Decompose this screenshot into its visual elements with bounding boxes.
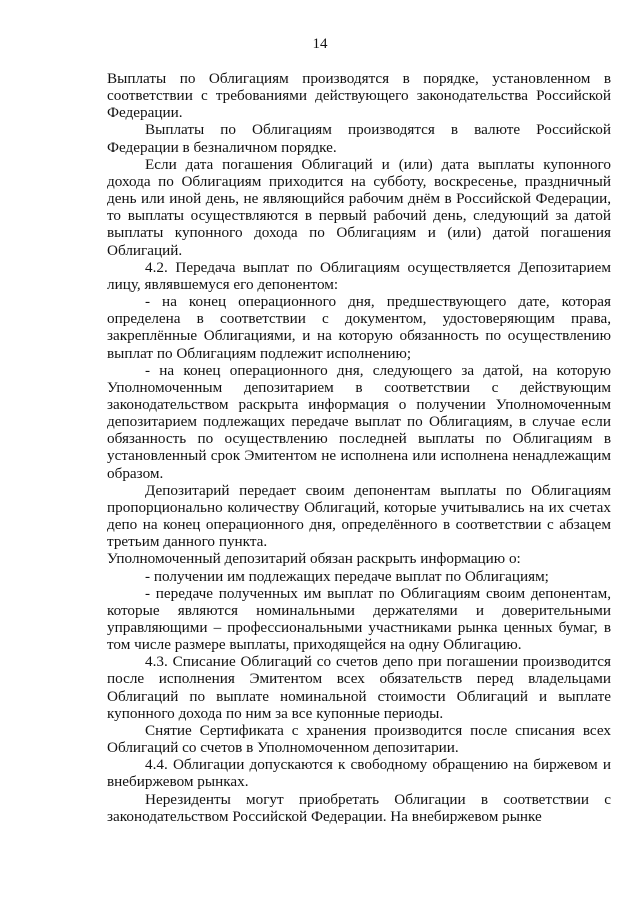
paragraph: 4.3. Списание Облигаций со счетов депо при погашении производится после исполнения Эмитентом всех обязательств перед владельцами Облигаций по выплате номинальной стоимости Облигаций и выплате купонного дохода по ним за все купонные периоды. [107,653,611,722]
paragraph: Снятие Сертификата с хранения производится после списания всех Облигаций со счетов в Уполномоченном депозитарии. [107,721,611,757]
paragraph: - на конец операционного дня, следующего за датой, на которую Уполномоченным депозитарием в соответствии с действующим законодательством раскрыта информация о получении Уполномоченным депозитарием подлежащих передаче выплат по Облигациям, в случае если обязанность по осуществлению последней выплаты по Облигациям в установленный срок Эмитентом не исполнена или исполнена ненадлежащим образом. [107,361,611,482]
page-number: 14 [312,36,328,52]
paragraph: - получении им подлежащих передаче выплат по Облигациям; [145,567,549,585]
paragraph: - на конец операционного дня, предшествующего дате, которая определена в соответствии с документом, удостоверяющим права, закреплённые Облигациями, и на которую обязанность по осуществлению выплат по Облигациям подлежит исполнению; [107,293,611,362]
paragraph: 4.4. Облигации допускаются к свободному обращению на биржевом и внебиржевом рынках. [107,756,611,791]
paragraph: Если дата погашения Облигаций и (или) дата выплаты купонного дохода по Облигациям приходится на субботу, воскресенье, праздничный день или иной день, не являющийся рабочим днём в Российской Федерации, то выплаты осуществляются в первый рабочий день, следующий за датой выплаты купонного дохода по Облигациям и (или) датой погашения Облигаций. [107,155,611,259]
paragraph: 4.2. Передача выплат по Облигациям осуществляется Депозитарием лицу, являвшемуся его депонентом: [107,258,611,293]
paragraph: Выплаты по Облигациям производятся в порядке, установленном в соответствии с требованиями действующего законодательства Российской Федерации. [107,70,611,122]
document-body [107,70,611,825]
paragraph: Уполномоченный депозитарий обязан раскрыть информацию о: [107,550,521,568]
paragraph: Выплаты по Облигациям производятся в валюте Российской Федерации в безналичном порядке. [107,121,611,156]
paragraph: Нерезиденты могут приобретать Облигации в соответствии с законодательством Российской Федерации. На внебиржевом рынке [107,790,611,825]
paragraph: - передаче полученных им выплат по Облигациям своим депонентам, которые являются номинальными держателями и доверительными управляющими – профессиональными участниками рынка ценных бумаг, в том числе размере выплаты, приходящейся на одну Облигацию. [107,584,611,654]
paragraph: Депозитарий передает своим депонентам выплаты по Облигациям пропорционально количеству Облигаций, которые учитывались на их счетах депо на конец операционного дня, определённого в соответствии с абзацем третьим данного пункта. [107,481,611,551]
